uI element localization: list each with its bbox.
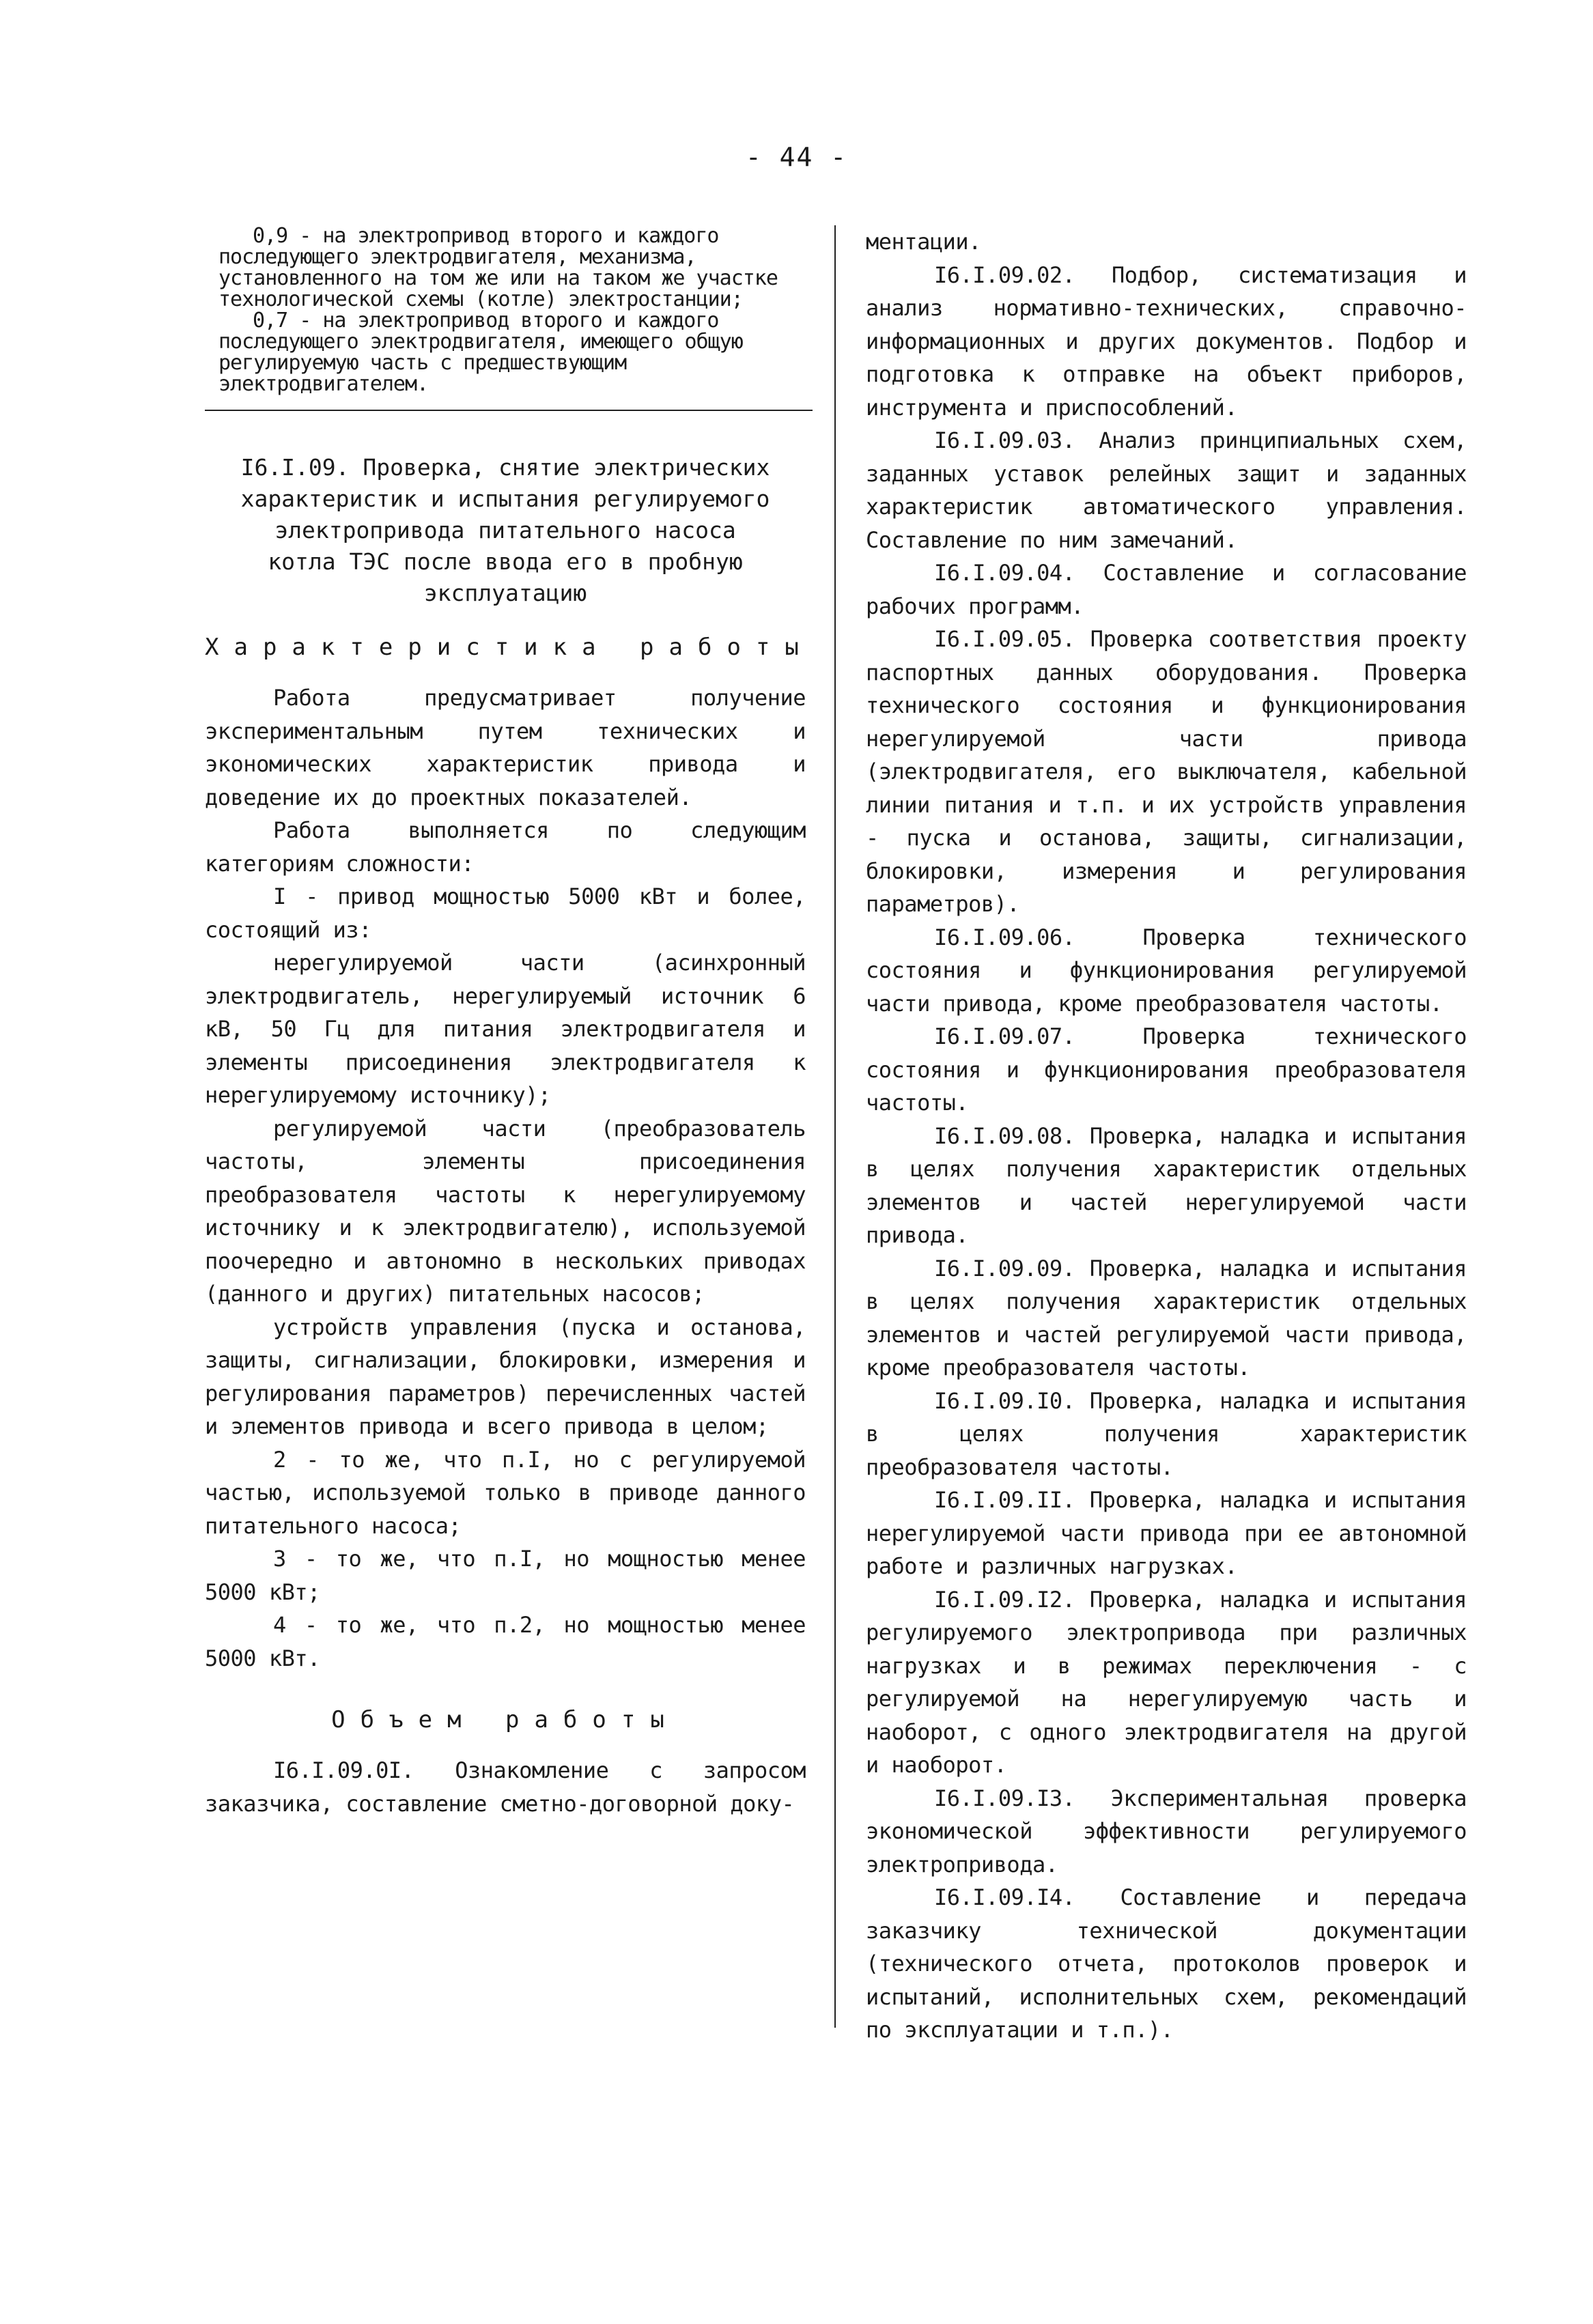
paragraph: I6.I.09.I2. Проверка, наладка и испытания регулируемого электропривода при различных нагрузках и в режимах переключения - с регулируемой на нерегулируемую часть и наоборот, с одного электродвигателя на другой и наоборот. [866, 1586, 1467, 1778]
paragraph: 2 - то же, что п.I, но с регулируемой частью, используемой только в приводе данного питательного насоса; [205, 1446, 806, 1539]
left-column [205, 224, 814, 1820]
scope-of-work-title: Объем работы [331, 1706, 679, 1733]
paragraph: I6.I.09.I0. Проверка, наладка и испытания в целях получения характеристик преобразователя частоты. [866, 1387, 1467, 1480]
footnote [218, 225, 806, 395]
right-column [866, 225, 1467, 2047]
paragraph: устройств управления (пуска и останова, защиты, сигнализации, блокировки, измерения и регулирования параметров) перечисленных частей и элементов привода и всего привода в целом; [205, 1314, 806, 1439]
paragraph: 4 - то же, что п.2, но мощностью менее 5000 кВт. [205, 1612, 806, 1671]
paragraph: регулируемой части (преобразователь частоты, элементы присоединения преобразователя частоты к нерегулируемому источнику и к электродвигателю), используемой поочередно и автономно в нескольких приводах (данного и других) питательных насосов; [205, 1115, 806, 1307]
footnote-text-2: 0,7 - на электропривод второго и каждого последующего электродвигателя, имеющего общую регулируемую часть с предшествующим электродвигателем. [218, 309, 743, 396]
footnote-text-1: 0,9 - на электропривод второго и каждого последующего электродвигателя, механизма, установленного на том же или на таком же участке технологической схемы (котле) электростанции; [218, 224, 778, 311]
paragraph: I6.I.09.05. Проверка соответствия проекту паспортных данных оборудования. Проверка технического состояния и функционирования нерегулируемой части привода (электродвигателя, его выключателя, кабельной линии питания и т.п. и их устройств управления - пуска и останова, защиты, сигнализации, блокировки, измерения и регулирования параметров). [866, 626, 1467, 917]
heading-line: эксплуатацию [423, 580, 587, 606]
work-characteristics-title: Характеристика работы [205, 634, 814, 661]
paragraph: 3 - то же, что п.I, но мощностью менее 5000 кВт; [205, 1546, 806, 1605]
heading-line: котла ТЭС после ввода его в пробную [268, 548, 743, 575]
paragraph: I6.I.09.0I. Ознакомление с запросом заказчика, составление сметно-договорной доку- [205, 1757, 806, 1817]
footnote-rule [205, 410, 813, 411]
column-divider [834, 225, 836, 2028]
paragraph: I6.I.09.02. Подбор, систематизация и анализ нормативно-технических, справочно-информационных и других документов. Подбор и подготовка к отправке на объект приборов, инструмента и приспособлений. [866, 261, 1467, 421]
section-heading [205, 452, 806, 609]
paragraph: I6.I.09.04. Составление и согласование рабочих программ. [866, 560, 1467, 619]
paragraph: I6.I.09.08. Проверка, наладка и испытания в целях получения характеристик отдельных элементов и частей нерегулируемой части привода. [866, 1122, 1467, 1248]
paragraph: Работа выполняется по следующим категориям сложности: [205, 817, 806, 877]
paragraph: I6.I.09.II. Проверка, наладка и испытания нерегулируемой части привода при ее автономной работе и различных нагрузках. [866, 1487, 1467, 1579]
paragraph: I6.I.09.03. Анализ принципиальных схем, заданных уставок релейных защит и заданных характеристик автоматического управления. Составление по ним замечаний. [866, 427, 1467, 553]
paragraph: нерегулируемой части (асинхронный электродвигатель, нерегулируемый источник 6 кВ, 50 Гц для питания электродвигателя и элементы присоединения электродвигателя к нерегулируемому источнику); [205, 950, 806, 1108]
paragraph: I6.I.09.09. Проверка, наладка и испытания в целях получения характеристик отдельных элементов и частей регулируемой части привода, кроме преобразователя частоты. [866, 1255, 1467, 1380]
page-number: - 44 - [745, 142, 848, 172]
paragraph: I6.I.09.06. Проверка технического состояния и функционирования регулируемой части привода, кроме преобразователя частоты. [866, 924, 1467, 1017]
paragraph: ментации. [866, 229, 981, 255]
heading-line: электропривода питательного насоса [274, 517, 736, 543]
paragraph: I6.I.09.I3. Экспериментальная проверка экономической эффективности регулируемого электропривода. [866, 1785, 1467, 1877]
paragraph: Работа предусматривает получение экспериментальным путем технических и экономических характеристик привода и доведение их до проектных показателей. [205, 685, 806, 810]
heading-line: характеристик и испытания регулируемого [240, 485, 770, 512]
heading-line: I6.I.09. Проверка, снятие электрических [240, 454, 770, 481]
paragraph: I6.I.09.I4. Составление и передача заказчику технической документации (технического отчета, протоколов проверок и испытаний, исполнительных схем, рекомендаций по эксплуатации и т.п.). [866, 1884, 1467, 2043]
paragraph: I6.I.09.07. Проверка технического состояния и функционирования преобразователя частоты. [866, 1023, 1467, 1116]
paragraph: I - привод мощностью 5000 кВт и более, состоящий из: [205, 883, 806, 943]
